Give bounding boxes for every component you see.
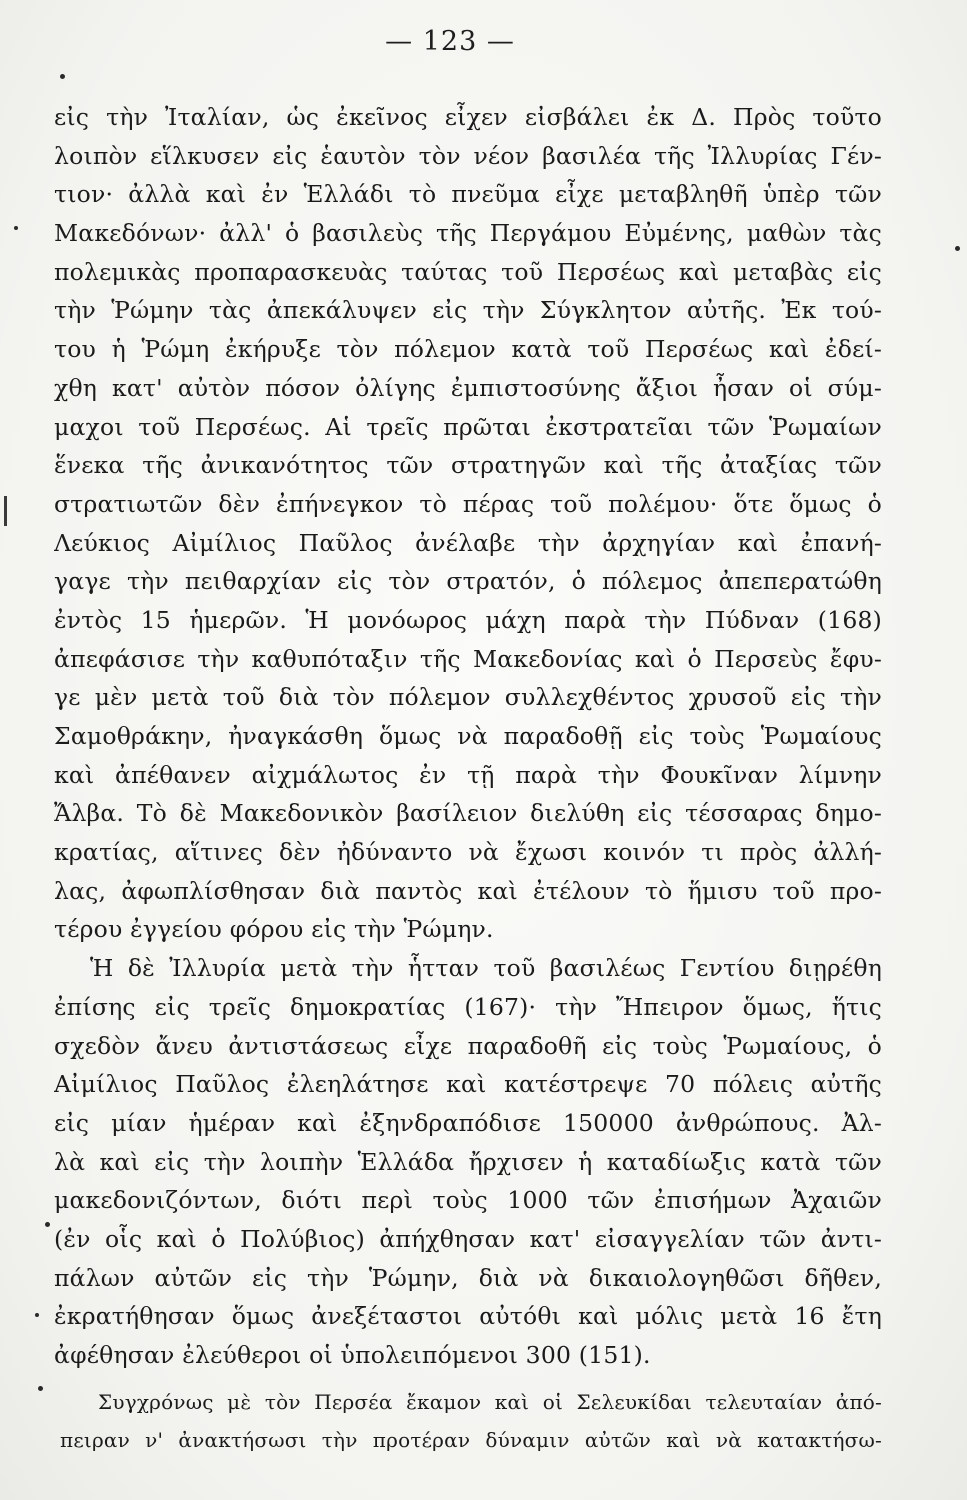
text-line: κρατίας, αἵτινες δὲν ἠδύναντο νὰ ἔχωσι κοινόν τι πρὸς ἀλλή- bbox=[54, 838, 882, 867]
text-line: γαγε τὴν πειθαρχίαν εἰς τὸν στρατόν, ὁ πόλεμος ἀπεπερατώθη bbox=[54, 567, 882, 596]
text-line: τέρου ἐγγείου φόρου εἰς τὴν Ῥώμην. bbox=[54, 915, 494, 944]
text-line: του ἡ Ῥώμη ἐκήρυξε τὸν πόλεμον κατὰ τοῦ Περσέως καὶ ἐδεί- bbox=[54, 335, 882, 364]
small-print-line: Συγχρόνως μὲ τὸν Περσέα ἔκαμον καὶ οἱ Σελευκίδαι τελευταίαν ἀπό- bbox=[98, 1389, 882, 1414]
ink-speck bbox=[60, 74, 65, 79]
text-line: ἐντὸς 15 ἡμερῶν. Ἡ μονόωρος μάχη παρὰ τὴν Πύδναν (168) bbox=[54, 605, 882, 634]
text-line: λας, ἀφωπλίσθησαν διὰ παντὸς καὶ ἐτέλουν τὸ ἥμισυ τοῦ προ- bbox=[54, 876, 882, 905]
ink-speck bbox=[14, 226, 18, 230]
text-line: μακεδονιζόντων, διότι περὶ τοὺς 1000 τῶν ἐπισήμων Ἀχαιῶν bbox=[54, 1186, 882, 1215]
text-line: τιον· ἀλλὰ καὶ ἐν Ἑλλάδι τὸ πνεῦμα εἶχε μεταβληθῆ ὑπὲρ τῶν bbox=[54, 180, 882, 209]
text-line: Λεύκιος Αἰμίλιος Παῦλος ἀνέλαβε τὴν ἀρχηγίαν καὶ ἐπανή- bbox=[54, 528, 882, 557]
text-line: χθη κατ' αὐτὸν πόσον ὀλίγης ἐμπιστοσύνης ἄξιοι ἦσαν οἱ σύμ- bbox=[54, 373, 882, 402]
text-line: πολεμικὰς προπαρασκευὰς ταύτας τοῦ Περσέως καὶ μεταβὰς εἰς bbox=[54, 257, 882, 286]
text-line: εἰς μίαν ἡμέραν καὶ ἐξηνδραπόδισε 150000 ἀνθρώπους. Ἀλ- bbox=[54, 1108, 882, 1137]
small-print-line: πειραν ν' ἀνακτήσωσι τὴν προτέραν δύναμιν αὐτῶν καὶ νὰ κατακτήσω- bbox=[60, 1427, 882, 1452]
text-line: ἕνεκα τῆς ἀνικανότητος τῶν στρατηγῶν καὶ τῆς ἀταξίας τῶν bbox=[54, 451, 882, 480]
section-gap bbox=[54, 1375, 882, 1383]
ink-speck bbox=[35, 1313, 39, 1317]
text-line: ἀφέθησαν ἐλεύθεροι οἱ ὑπολειπόμενοι 300 (151). bbox=[54, 1341, 651, 1369]
text-line: Μακεδόνων· ἀλλ' ὁ βασιλεὺς τῆς Περγάμου Εὐμένης, μαθὼν τὰς bbox=[54, 219, 882, 248]
margin-mark bbox=[4, 496, 7, 526]
text-line: ἐκρατήθησαν ὅμως ἀνεξέταστοι αὐτόθι καὶ μόλις μετὰ 16 ἔτη bbox=[54, 1302, 882, 1331]
text-line: μαχοι τοῦ Περσέως. Αἱ τρεῖς πρῶται ἐκστρατεῖαι τῶν Ῥωμαίων bbox=[54, 412, 882, 441]
text-line: λὰ καὶ εἰς τὴν λοιπὴν Ἑλλάδα ἤρχισεν ἡ καταδίωξις κατὰ τῶν bbox=[54, 1147, 882, 1176]
text-line: σχεδὸν ἄνευ ἀντιστάσεως εἶχε παραδοθῆ εἰς τοὺς Ῥωμαίους, ὁ bbox=[54, 1031, 882, 1060]
text-line: τὴν Ῥώμην τὰς ἀπεκάλυψεν εἰς τὴν Σύγκλητον αὐτῆς. Ἐκ τού- bbox=[54, 296, 882, 325]
page-number: — 123 — bbox=[385, 26, 515, 57]
text-line: λοιπὸν εἵλκυσεν εἰς ἑαυτὸν τὸν νέον βασιλέα τῆς Ἰλλυρίας Γέν- bbox=[54, 141, 882, 170]
text-line: Αἰμίλιος Παῦλος ἐλεηλάτησε καὶ κατέστρεψε 70 πόλεις αὐτῆς bbox=[54, 1070, 882, 1099]
text-line: καὶ ἀπέθανεν αἰχμάλωτος ἐν τῇ παρὰ τὴν Φουκῖναν λίμνην bbox=[54, 760, 882, 789]
text-line: στρατιωτῶν δὲν ἐπήνεγκον τὸ πέρας τοῦ πολέμου· ὅτε ὅμως ὁ bbox=[54, 489, 882, 518]
text-line: γε μὲν μετὰ τοῦ διὰ τὸν πόλεμον συλλεχθέντος χρυσοῦ εἰς τὴν bbox=[54, 683, 882, 712]
text-line: Ἄλβα. Τὸ δὲ Μακεδονικὸν βασίλειον διελύθη εἰς τέσσαρας δημο- bbox=[54, 799, 882, 828]
ink-speck bbox=[45, 1222, 50, 1227]
text-line: πάλων αὐτῶν εἰς τὴν Ῥώμην, διὰ νὰ δικαιολογηθῶσι δῆθεν, bbox=[54, 1263, 882, 1292]
ink-speck bbox=[955, 246, 960, 251]
ink-speck bbox=[38, 1386, 43, 1391]
text-line: εἰς τὴν Ἰταλίαν, ὡς ἐκεῖνος εἶχεν εἰσβάλει ἐκ Δ. Πρὸς τοῦτο bbox=[54, 103, 882, 131]
body-text bbox=[54, 98, 882, 1459]
text-line: (ἐν οἷς καὶ ὁ Πολύβιος) ἀπήχθησαν κατ' εἰσαγγελίαν τῶν ἀντι- bbox=[54, 1224, 882, 1253]
text-line: ἐπίσης εἰς τρεῖς δημοκρατίας (167)· τὴν Ἤπειρον ὅμως, ἥτις bbox=[54, 992, 882, 1021]
text-line: Σαμοθράκην, ἠναγκάσθη ὅμως νὰ παραδοθῇ εἰς τοὺς Ῥωμαίους bbox=[54, 722, 882, 750]
paragraph-first-line: Ἡ δὲ Ἰλλυρία μετὰ τὴν ἧτταν τοῦ βασιλέως Γεντίου διῃρέθη bbox=[90, 954, 882, 983]
text-line: ἀπεφάσισε τὴν καθυπόταξιν τῆς Μακεδονίας καὶ ὁ Περσεὺς ἔφυ- bbox=[54, 644, 882, 673]
